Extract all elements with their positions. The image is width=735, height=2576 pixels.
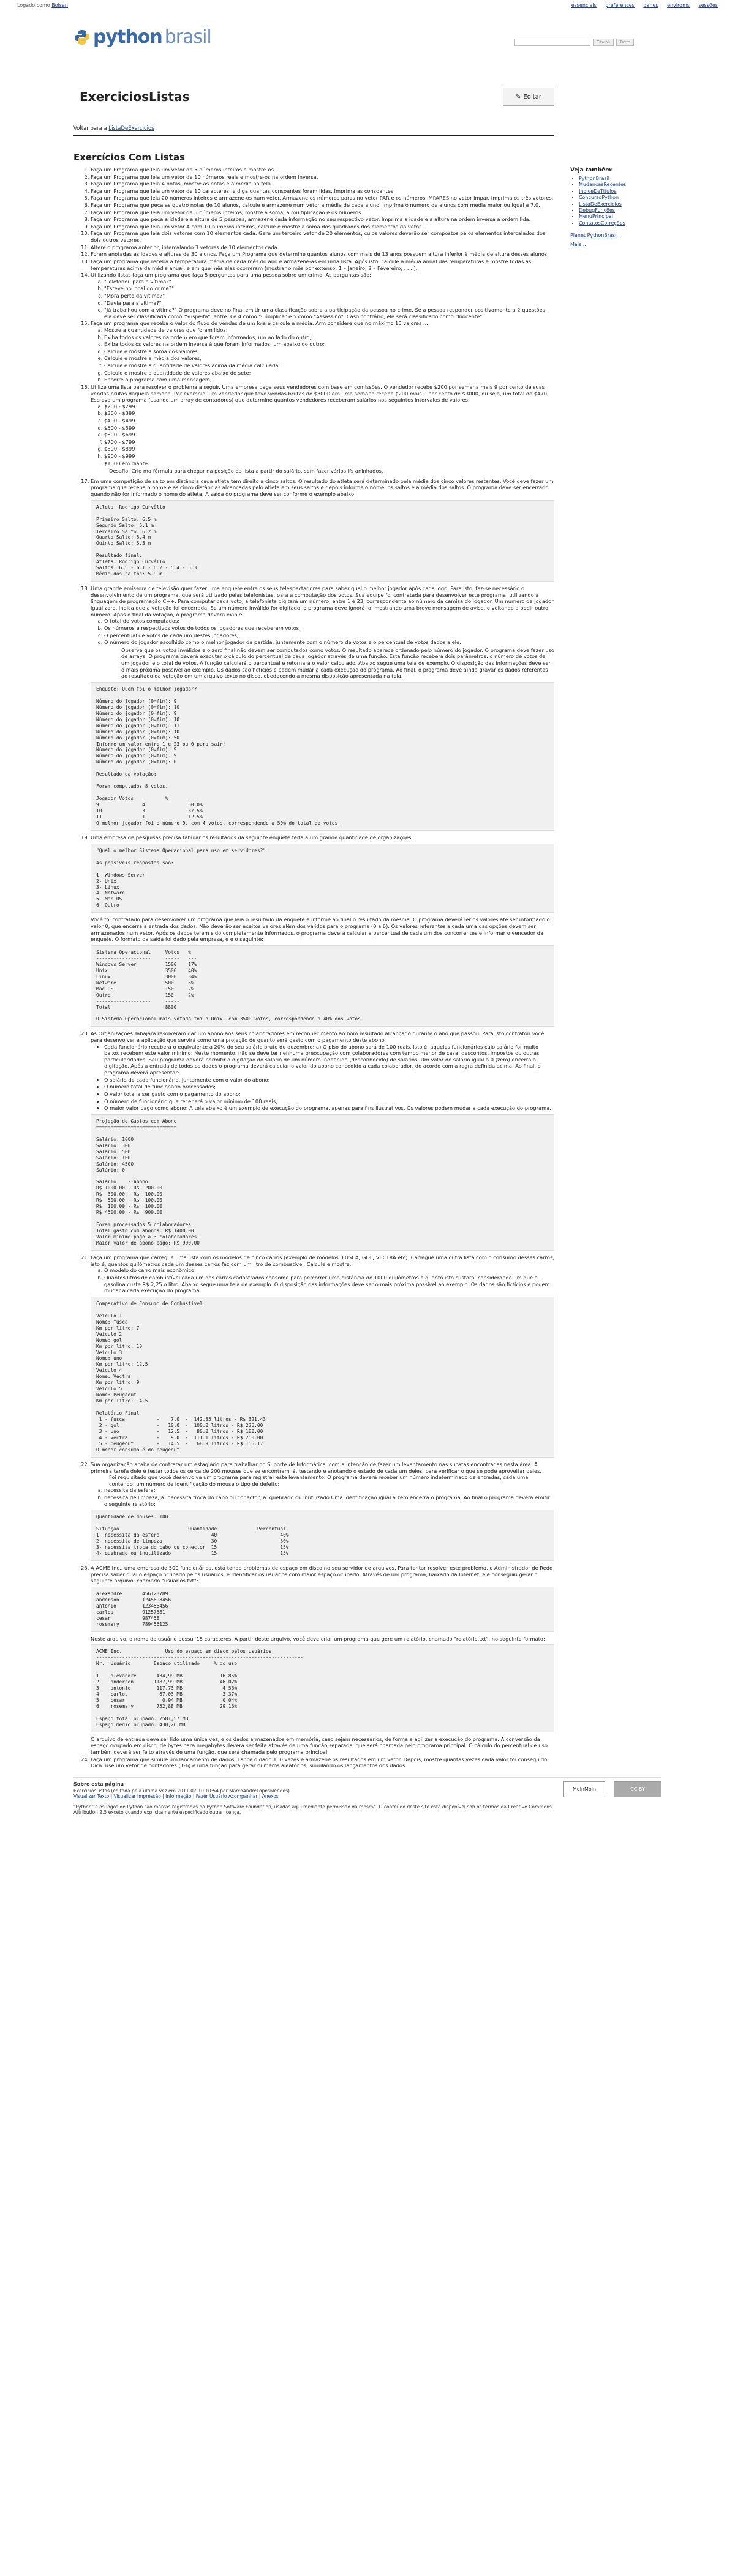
exercise-21: 21. Faça um programa que carregue uma lista com os modelos de cinco carros (exemplo de modelos: FUSCA, GOL, VECTRA etc). Carregue uma outra lista com o consumo desses carros, isto é, quantos quilômetros cada um desses carros faz com um litro de combustível. Calcule e mostre: a. O modelo do carro mais econômico; b. Quantos litros de combustível cada um dos carros cadastrados consome para percorrer uma distância de 1000 quilômetros e quanto isto custará, considerando um que a gasolina custe R$ 2,25 o litro. Abaixo segue uma tela de exemplo. O disposição das informações deve ser o mais próxima possível ao exemplo. Os dados são fictícios e podem mudar a cada execução do programa. Comparativo de Consumo de Combustível Veículo 1 Nome: fusca Km por litro: 7 Veículo 2 Nome: gol Km por litro: 10 Veículo 3 Nome: uno Km por litro: 12.5 Veículo 4 Nome: Vectra Km por litro: 9 Veículo 5 Nome: Peugeout Km por litro: 14.5 Relatório Final 1 - fusca - 7.0 - 142.85 litros - R$ 321.43 2 - gol - 10.0 - 100.0 litros - R$ 225.00 3 - uno - 12.5 - 80.0 litros - R$ 180.00 4 - vectra - 9.0 - 111.1 litros - R$ 250.00 5 - peugeout - 14.5 - 68.9 litros - R$ 155.17 O menor consumo é do peugeout. <box>91 1254 554 1458</box>
ex17-sample-output: Atleta: Rodrigo Curvêllo Primeiro Salto: 6.5 m Segundo Salto: 6.1 m Terceiro Salto: 6.2 m Quarto Salto: 5.4 m Quinto Salto: 5.3 m Resultado final: Atleta: Rodrigo Curvêllo Saltos: 6.5 - 6.1 - 6.2 - 5.4 - 5.3 Média dos saltos: 5.9 m <box>91 500 554 582</box>
ex16-item: h. $900 - $999 <box>104 453 554 460</box>
exercise-16: 16. Utilize uma lista para resolver o problema a seguir. Uma empresa paga seus vendedores com base em comissões. O vendedor recebe $200 por semana mais 9 por cento de suas vendas brutas daquela semana. Por exemplo, um vendedor que teve vendas brutas de $3000 em uma semana recebe $200 mais 9 por cento de $3000, ou seja, um total de $470. Escreva um programa (usando um array de contadores) que determine quantos vendedores receberam salários nos seguintes intervalos de valores: a. $200 - $299 b. $300 - $399 c. $400 - $499 d. $500 - $599 e. $600 - $699 f. $700 - $799 g. $800 - $899 h. $900 - $999 i. $1000 em diante Desafio: Crie ma fórmula para chegar na posição da lista a partir do salário, sem fazer vários ifs aninhados. <box>91 384 554 474</box>
footer-link-4[interactable]: Fazer Usuário Acompanhar <box>195 1793 258 1799</box>
edit-button[interactable]: ✎ Editar <box>503 88 554 106</box>
exercise-13: 13. Faça um programa que receba a temperatura média de cada mês do ano e armazene-as em uma lista. Após isto, calcule a média anual das temperaturas e mostre todas as temperaturas acima da média anual, e em que mês elas ocorreram (mostrar o mês por extenso: 1 – Janeiro, 2 – Fevereiro, . . . ). <box>91 258 554 271</box>
ex16-challenge: Desafio: Crie ma fórmula para chegar na posição da lista a partir do salário, sem fazer vários ifs aninhados. <box>109 468 383 474</box>
ex15-item: c. Exiba todos os valores na ordem inversa à que foram informados, um abaixo do outro; <box>104 341 554 348</box>
sidebar-title: Veja também: <box>570 167 614 173</box>
exercise-23: 23. A ACME Inc., uma empresa de 500 funcionários, está tendo problemas de espaço em disco no seu servidor de arquivos. Para tentar resolver este problema, o Administrador de Rede precisa saber qual o espaço ocupado pelos usuários, e identificar os usuários com maior espaço ocupado. Através de um programa, baixado da Internet, ele conseguiu gerar o seguinte arquivo, chamado "usuarios.txt": alexandre 456123789 anderson 1245698456 antonio 123456456 carlos 91257581 cesar 987458 rosemary 789456125 Neste arquivo, o nome do usuário possui 15 caracteres. A partir deste arquivo, você deve criar um programa que gere um relatório, chamado "relatório.txt", no seguinte formato: ACME Inc. Uso do espaço em disco pelos usuários ------------------------------------------------------------------------ Nr. Usuário Espaço utilizado % do uso 1 alexandre 434,99 MB 16,85% 2 anderson 1187,99 MB 46,02% 3 antonio 117,73 MB 4,56% 4 carlos 87,03 MB 3,37% 5 cesar 0,94 MB 0,04% 6 rosemary 752,88 MB 29,16% Espaço total ocupado: 2581,57 MB Espaço médio ocupado: 430,26 MB O arquivo de entrada deve ser lido uma única vez, e os dados armazenados em memória, caso sejam necessários, de forma a agilizar a execução do programa. A conversão da espaço ocupado em disco, de bytes para megabytes deverá ser feita através de uma função separada, que será chamada pelo programa principal. O cálculo do percentual de uso também deverá ser feito através de uma função, que será chamada pelo programa principal. <box>91 1565 554 1756</box>
sidebar-item <box>579 220 662 227</box>
ex16-item: c. $400 - $499 <box>104 417 554 424</box>
top-link-1[interactable]: essencials <box>571 2 597 8</box>
sidebar-item <box>579 176 662 182</box>
ex16-item: d. $500 - $599 <box>104 425 554 432</box>
ex22-sample-output: Quantidade de mouses: 100 Situação Quantidade Percentual 1- necessita da esfera 40 40% 2- necessita de limpeza 30 30% 3- necessita troca do cabo ou conector 15 15% 4- quebrado ou inutilizado 15 15% <box>91 1510 554 1561</box>
exercise-22: 22. Sua organização acaba de contratar um estagiário para trabalhar no Suporte de Informática, com a intenção de fazer um levantamento nas sucatas encontradas nesta área. A primeira tarefa dele é testar todos os cerca de 200 mouses que se encontram lá, testando e anotando o estado de cada um deles, para verificar o que se pode aproveitar deles. Foi requisitado que você desenvolva um programa para registrar este levantamento. O programa deverá receber um número indeterminado de entradas, cada uma contendo: um número de identificação do mouse o tipo de defeito: a. necessita da esfera; b. necessita de limpeza; a. necessita troca do cabo ou conector; a. quebrado ou inutilizado Uma identificação igual a zero encerra o programa. Ao final o programa deverá emitir o seguinte relatório: Quantidade de mouses: 100 Situação Quantidade Percentual 1- necessita da esfera 40 40% 2- necessita de limpeza 30 30% 3- necessita troca do cabo ou conector 15 15% 4- quebrado ou inutilizado 15 15% <box>91 1461 554 1561</box>
ex18-items <box>91 618 554 645</box>
sidebar-item <box>579 201 662 208</box>
ex16-item: g. $800 - $899 <box>104 446 554 452</box>
exercise-19: 19. Uma empresa de pesquisas precisa tabular os resultados da seguinte enquete feita a um grande quantidade de organizações: "Qual o melhor Sistema Operacional para uso em servidores?" As possíveis respostas são: 1- Windows Server 2- Unix 3- Linux 4- Netware 5- Mac OS 6- Outro Você foi contratado para desenvolver um programa que leia o resultado da enquete e informe ao final o resultado da mesma. O programa deverá ler os valores até ser informado o valor 0, que encerra a entrada dos dados. Não deverão ser aceitos valores além dos válidos para o programa (0 a 6). Os valores referentes a cada uma das opções devem ser armazenados num vetor. Após os dados terem sido completamente informados, o programa deverá calcular a percentual de cada um dos concorrentes e informar o vencedor da enquete. O formato da saída foi dado pela empresa, e é o seguinte: Sistema Operacional Votos % ------------------- ----- --- Windows Server 1500 17% Unix 3500 40% Linux 3000 34% Netware 500 5% Mac OS 150 2% Outro 150 2% ------------------- ----- Total 8800 O Sistema Operacional mais votado foi o Unix, com 3500 votos, correspondendo a 40% dos votos. <box>91 834 554 1027</box>
footer-link-2[interactable]: Visualizar Impressão <box>113 1793 161 1799</box>
ex18-item: d. O número do jogador escolhido como o melhor jogador da partida, juntamente com o número de votos e o percentual de votos dados a ele. <box>104 639 554 646</box>
footer-badges <box>564 1781 662 1797</box>
ex18-note: Observe que os votos inválidos e o zero final não devem ser computados como votos. O resultado aparece ordenado pelo número do jogador. O programa deve fazer uso de arrays. O programa deverá executar o cálculo do percentual de cada jogador através de uma função. Esta função receberá dois parâmetros: o número de votos de um jogador e o total de votos. A função calculará o percentual e retornará o valor calculado. Abaixo segue uma tela de exemplo. O disposição das informações deve ser o mais próxima possível ao exemplo. Os dados são fictícios e podem mudar a cada execução do programa. Ao final, o programa deve ainda gravar os dados referentes ao resultado da votação em um arquivo texto no disco, obedecendo a mesma disposição apresentada na tela. <box>121 646 554 680</box>
ex20-items <box>91 1044 554 1112</box>
ex14-item: d. "Devia para a vítima?" <box>104 300 554 307</box>
exercise-2: 2. Faça um Programa que leia um vetor de 10 números reais e mostre-os na ordem inversa. <box>91 174 554 181</box>
moinmoin-badge[interactable]: MoinMoin <box>564 1781 605 1797</box>
ex18-item: c. O percentual de votos de cada um destes jogadores; <box>104 632 554 639</box>
title-row <box>74 88 554 106</box>
ex14-questions <box>91 279 554 320</box>
exercise-1: 1. Faça um Programa que leia um vetor de 5 números inteiros e mostre-os. <box>91 167 554 173</box>
top-link-4[interactable]: enviroms <box>667 2 690 8</box>
planet-link[interactable]: Planet PythonBrasil <box>570 233 618 239</box>
sidebar-link-8[interactable]: ContatosCorreções <box>578 220 625 226</box>
site-header <box>0 10 735 52</box>
sidebar-link-7[interactable]: MenuPrincipal <box>578 214 614 220</box>
ex23-input-file: alexandre 456123789 anderson 1245698456 antonio 123456456 carlos 91257581 cesar 987458 rosemary 789456125 <box>91 1587 554 1632</box>
exercise-11: 11. Altere o programa anterior, intercalando 3 vetores de 10 elementos cada. <box>91 244 554 251</box>
top-bar <box>0 0 735 10</box>
sidebar-link-5[interactable]: ListaDeExercicios <box>578 201 622 207</box>
ex19-sample-output: Sistema Operacional Votos % ------------------- ----- --- Windows Server 1500 17% Unix 3500 40% Linux 3000 34% Netware 500 5% Mac OS 150 2% Outro 150 2% ------------------- ----- Total 8800 O Sistema Operacional mais votado foi o Unix, com 3500 votos, correspondendo a 40% dos votos. <box>91 945 554 1027</box>
planet-row <box>570 233 662 238</box>
sidebar-item <box>579 182 662 188</box>
page-title: ExerciciosListas <box>80 89 190 104</box>
sidebar-link-6[interactable]: DebugFunções <box>578 207 615 213</box>
ex20-item: • O salário de cada funcionário, juntamente com o valor do abono; <box>104 1077 554 1084</box>
ex20-item: • O número total de funcionário processados; <box>104 1084 554 1090</box>
exercise-24: 24. Faça um programa que simule um lançamento de dados. Lance o dado 100 vezes e armazene os resultados em um vetor. Depois, mostre quantas vezes cada valor foi conseguido. Dica: use um vetor de contadores (1-6) e uma função para gerar numeros aleatórios, simulando os lançamentos dos dados. <box>91 1756 554 1769</box>
ex15-items <box>91 327 554 383</box>
search-text-button[interactable]: Texto <box>616 39 634 46</box>
footer-edit-info: ExerciciosListas (editada pela última vez em 2011-07-10 10:54 por MarcoAndreLopesMendes) <box>74 1788 290 1794</box>
ex20-item: • Cada funcionário receberá o equivalente a 20% do seu salário bruto de dezembro; a) O piso do abono será de 100 reais, isto é, aqueles funcionários cujo salário for muito baixo, recebem este valor mínimo; Neste momento, não se deve ter nenhuma preocupação com colaboradores com tempo menor de casa, descontos, impostos ou outras particularidades. Seu programa deverá permitir a digitação do salário de um número indefinido (desconhecido) de salários. Um valor de salário igual a 0 (zero) encerra a digitação. Após a entrada de todos os dados o programa deverá calcular o valor do abono concedido a cada colaborador, de acordo com a regra definida acima. Ao final, o programa deverá apresentar: <box>104 1044 554 1076</box>
sidebar-item <box>579 214 662 220</box>
footer-about: Sobre esta página <box>74 1781 124 1787</box>
sidebar-link-4[interactable]: ConcursoPython <box>578 195 619 201</box>
footer-actions: Visualizar Texto | Visualizar Impressão | Informação | Fazer Usuário Acompanhar | Anexos <box>74 1793 279 1799</box>
sidebar-item <box>579 208 662 214</box>
site-logo[interactable] <box>74 26 211 48</box>
login-info: Logado como Bolsan <box>17 2 68 8</box>
ex23-report: ACME Inc. Uso do espaço em disco pelos usuários ------------------------------------------------------------------------ Nr. Usuário Espaço utilizado % do uso 1 alexandre 434,99 MB 16,85% 2 anderson 1187,99 MB 46,02% 3 antonio 117,73 MB 4,56% 4 carlos 87,03 MB 3,37% 5 cesar 0,94 MB 0,04% 6 rosemary 752,88 MB 29,16% Espaço total ocupado: 2581,57 MB Espaço médio ocupado: 430,26 MB <box>91 1644 554 1732</box>
ex16-item: f. $700 - $799 <box>104 439 554 446</box>
ex23-tail: O arquivo de entrada deve ser lido uma única vez, e os dados armazenados em memória, caso sejam necessários, de forma a agilizar a execução do programa. A conversão da espaço ocupado em disco, de bytes para megabytes deverá ser feita através de uma função separada, que será chamada pelo programa principal. O cálculo do percentual de uso também deverá ser feito através de uma função, que será chamada pelo programa principal. <box>91 1735 548 1756</box>
ex14-item: b. "Esteve no local do crime?" <box>104 285 554 292</box>
ex16-item: a. $200 - $299 <box>104 403 554 410</box>
sidebar-link-2[interactable]: MudancasRecentes <box>578 182 627 188</box>
ex20-item: • O maior valor pago como abono; A tela abaixo é um exemplo de execução do programa, apenas para fins ilustrativos. Os valores podem mudar a cada execução do programa. <box>104 1105 554 1112</box>
python-logo-icon <box>74 29 91 46</box>
exercise-7: 7. Faça um Programa que leia um vetor de 5 números inteiros, mostre a soma, a multiplicação e os números. <box>91 209 554 216</box>
ex21-item: b. Quantos litros de combustível cada um dos carros cadastrados consome para percorrer uma distância de 1000 quilômetros e quanto isto custará, considerando um que a gasolina custe R$ 2,25 o litro. Abaixo segue uma tela de exemplo. O disposição das informações deve ser o mais próxima possível ao exemplo. Os dados são fictícios e podem mudar a cada execução do programa. <box>104 1275 554 1294</box>
logo-word-python: python <box>93 26 162 48</box>
sidebar <box>570 52 662 1770</box>
ex14-item: a. "Telefonou para a vítima?" <box>104 279 554 285</box>
ex16-item: i. $1000 em diante <box>104 460 554 467</box>
ex16-ranges <box>91 403 554 466</box>
search-input[interactable] <box>514 39 590 46</box>
more-link[interactable]: Mais... <box>570 242 586 248</box>
logo-word-brasil: brasil <box>164 26 211 48</box>
ex14-item: e. "Já trabalhou com a vítima?" O programa deve no final emitir uma classificação sobre a participação da pessoa no crime. Se a pessoa responder positivamente a 2 questões ela deve ser classificada como "Suspeita", entre 3 e 4 como "Cúmplice" e 5 como "Assassino". Caso contrário, ele será classificado como "Inocente". <box>104 307 554 320</box>
search-box <box>514 39 634 46</box>
top-links <box>564 2 718 8</box>
exercise-20: 20. As Organizações Tabajara resolveram dar um abono aos seus colaboradores em reconhecimento ao bom resultado alcançado durante o ano que passou. Para isto contratou você para desenvolver a aplicação que servirá como uma projeção de quanto será gasto com o pagamento deste abono. • Cada funcionário receberá o equivalente a 20% do seu salário bruto de dezembro; a) O piso do abono será de 100 reais, isto é, aqueles funcionários cujo salário for muito baixo, recebem este valor mínimo; Neste momento, não se deve ter nenhuma preocupação com colaboradores com tempo menor de casa, descontos, impostos ou outras particularidades. Seu programa deverá permitir a digitação do salário de um número indefinido (desconhecido) de salários. Um valor de salário igual a 0 (zero) encerra a digitação. Após a entrada de todos os dados o programa deverá calcular o valor do abono concedido a cada colaborador, de acordo com a regra definida acima. Ao final, o programa deverá apresentar: • O salário de cada funcionário, juntamente com o valor do abono; • O número total de funcionário processados; • O valor total a ser gasto com o pagamento do abono; • O número de funcionário que receberá o valor mínimo de 100 reais; • O maior valor pago como abono; A tela abaixo é um exemplo de execução do programa, apenas para fins ilustrativos. Os valores podem mudar a cada execução do programa. Projeção de Gastos com Abono ============================ Salário: 1000 Salário: 300 Salário: 500 Salário: 100 Salário: 4500 Salário: 0 Salário - Abono R$ 1000.00 - R$ 200.00 R$ 300.00 - R$ 100.00 R$ 500.00 - R$ 100.00 R$ 100.00 - R$ 100.00 R$ 4500.00 - R$ 900.00 Foram processados 5 colaboradores Total gasto com abonos: R$ 1400.00 Valor mínimo pago a 3 colaboradores Maior valor de abono pago: R$ 900.00 <box>91 1030 554 1251</box>
content-wrap <box>0 52 735 1770</box>
main-content <box>74 52 554 1770</box>
ex19-note: Você foi contratado para desenvolver um programa que leia o resultado da enquete e informe ao final o resultado da mesma. O programa deverá ler os valores até ser informado o valor 0, que encerra a entrada dos dados. Não deverão ser aceitos valores além dos válidos para o programa (0 a 6). Os valores referentes a cada uma das opções devem ser armazenados num vetor. Após os dados terem sido completamente informados, o programa deverá calcular a percentual de cada um dos concorrentes e informar o vencedor da enquete. O formato da saída foi dado pela empresa, e é o seguinte: <box>91 916 550 943</box>
ex19-survey: "Qual o melhor Sistema Operacional para uso em servidores?" As possíveis respostas são: 1- Windows Server 2- Unix 3- Linux 4- Netware 5- Mac OS 6- Outro <box>91 844 554 913</box>
ex15-item: h. Encerre o programa com uma mensagem; <box>104 376 554 383</box>
ex22-item: a. necessita da esfera; <box>104 1487 554 1494</box>
ex21-items <box>91 1267 554 1294</box>
top-link-3[interactable]: danes <box>643 2 658 8</box>
exercise-14: 14. Utilizando listas faça um programa que faça 5 perguntas para uma pessoa sobre um crime. As perguntas são: a. "Telefonou para a vítima?" b. "Esteve no local do crime?" c. "Mora perto da vítima?" d. "Devia para a vítima?" e. "Já trabalhou com a vítima?" O programa deve no final emitir uma classificação sobre a participação da pessoa no crime. Se a pessoa responder positivamente a 2 questões ela deve ser classificada como "Suspeita", entre 3 e 4 como "Cúmplice" e 5 como "Assassino". Caso contrário, ele será classificado como "Inocente". <box>91 272 554 320</box>
pencil-icon: ✎ <box>515 93 521 100</box>
exercise-3: 3. Faça um Programa que leia 4 notas, mostre as notas e a média na tela. <box>91 181 554 187</box>
ex15-item: e. Calcule e mostre a média dos valores; <box>104 355 554 362</box>
ex22-note: Foi requisitado que você desenvolva um programa para registrar este levantamento. O programa deverá receber um número indeterminado de entradas, cada uma contendo: um número de identificação do mouse o tipo de defeito: <box>109 1474 529 1487</box>
exercise-4: 4. Faça um Programa que leia um vetor de 10 caracteres, e diga quantas consoantes foram lidas. Imprima as consoantes. <box>91 188 554 195</box>
sidebar-item <box>579 189 662 195</box>
back-link-row: Voltar para a ListaDeExercicios <box>74 125 154 132</box>
section-heading: Exercícios Com Listas <box>74 152 186 163</box>
ex15-item: d. Calcule e mostre a soma dos valores; <box>104 348 554 355</box>
ex20-item: • O valor total a ser gasto com o pagamento do abono; <box>104 1091 554 1098</box>
exercise-12: 12. Foram anotadas as idades e alturas de 30 alunos. Faça um Programa que determine quantos alunos com mais de 13 anos possuem altura inferior à média de altura desses alunos. <box>91 251 554 258</box>
user-link[interactable]: Bolsan <box>51 2 68 8</box>
ex15-item: g. Calcule e mostre a quantidade de valores abaixo de sete; <box>104 370 554 376</box>
ex18-item: a. O total de votos computados; <box>104 618 554 624</box>
ex20-sample-output: Projeção de Gastos com Abono ============================ Salário: 1000 Salário: 300 Salário: 500 Salário: 100 Salário: 4500 Salário: 0 Salário - Abono R$ 1000.00 - R$ 200.00 R$ 300.00 - R$ 100.00 R$ 500.00 - R$ 100.00 R$ 100.00 - R$ 100.00 R$ 4500.00 - R$ 900.00 Foram processados 5 colaboradores Total gasto com abonos: R$ 1400.00 Valor mínimo pago a 3 colaboradores Maior valor de abono pago: R$ 900.00 <box>91 1114 554 1251</box>
exercise-list <box>74 167 554 1769</box>
ex20-item: • O número de funcionário que receberá o valor mínimo de 100 reais; <box>104 1098 554 1105</box>
sidebar-link-3[interactable]: IndiceDeTitulos <box>578 188 617 194</box>
more-row <box>570 242 662 247</box>
exercise-5: 5. Faça um Programa que leia 20 números inteiros e armazene-os num vetor. Armazene os números pares no vetor PAR e os números IMPARES no vetor impar. Imprima os três vetores. <box>91 195 554 201</box>
footer-link-3[interactable]: Informação <box>165 1793 192 1799</box>
exercise-6: 6. Faça um Programa que peça as quatro notas de 10 alunos, calcule e armazene num vetor a média de cada aluno, imprima o número de alunos com média maior ou igual a 7.0. <box>91 202 554 209</box>
ex14-item: c. "Mora perto da vítima?" <box>104 293 554 299</box>
footer-link-5[interactable]: Anexos <box>262 1793 279 1799</box>
ex21-sample-output: Comparativo de Consumo de Combustível Veículo 1 Nome: fusca Km por litro: 7 Veículo 2 Nome: gol Km por litro: 10 Veículo 3 Nome: uno Km por litro: 12.5 Veículo 4 Nome: Vectra Km por litro: 9 Veículo 5 Nome: Peugeout Km por litro: 14.5 Relatório Final 1 - fusca - 7.0 - 142.85 litros - R$ 321.43 2 - gol - 10.0 - 100.0 litros - R$ 225.00 3 - uno - 12.5 - 80.0 litros - R$ 180.00 4 - vectra - 9.0 - 111.1 litros - R$ 250.00 5 - peugeout - 14.5 - 68.9 litros - R$ 155.17 O menor consumo é do peugeout. <box>91 1297 554 1458</box>
ex23-note: Neste arquivo, o nome do usuário possui 15 caracteres. A partir deste arquivo, você deve criar um programa que gere um relatório, chamado "relatório.txt", no seguinte formato: <box>91 1635 545 1642</box>
top-link-5[interactable]: sessões <box>698 2 718 8</box>
exercise-18: 18. Uma grande emissora de televisão quer fazer uma enquete entre os seus telespectadores para saber qual o melhor jogador após cada jogo. Para isto, faz-se necessário o desenvolvimento de um programa, que será utilizado pelas telefonistas, para a computação dos votos. Sua equipe foi contratada para desenvolver este programa, utilizando a linguagem de programação C++. Para computar cada voto, a telefonista digitará um número, entre 1 e 23, correspondente ao número da camisa do jogador. Um número de jogador igual zero, indica que a votação foi encerrada. Se um número inválido for digitado, o programa deve ignorá-lo, mostrando uma breve mensagem de aviso, e voltando a pedir outro número. Após o final da votação, o programa deverá exibir: a. O total de votos computados; b. Os números e respectivos votos de todos os jogadores que receberam votos; c. O percentual de votos de cada um destes jogadores; d. O número do jogador escolhido como o melhor jogador da partida, juntamente com o número de votos e o percentual de votos dados a ele. Observe que os votos inválidos e o zero final não devem ser computados como votos. O resultado aparece ordenado pelo número do jogador. O programa deve fazer uso de arrays. O programa deverá executar o cálculo do percentual de cada jogador através de uma função. Esta função receberá dois parâmetros: o número de votos de um jogador e o total de votos. A função calculará o percentual e retornará o valor calculado. Abaixo segue uma tela de exemplo. O disposição das informações deve ser o mais próxima possível ao exemplo. Os dados são fictícios e podem mudar a cada execução do programa. Ao final, o programa deve ainda gravar os dados referentes ao resultado da votação em um arquivo texto no disco, obedecendo a mesma disposição apresentada na tela. Enquete: Quem foi o melhor jogador? Número do jogador (0=fim): 9 Número do jogador (0=fim): 10 Número do jogador (0=fim): 9 Número do jogador (0=fim): 10 Número do jogador (0=fim): 11 Número do jogador (0=fim): 10 Número do jogador (0=fim): 50 Informe um valor entre 1 e 23 ou 0 para sair! Número do jogador (0=fim): 9 Número do jogador (0=fim): 9 Número do jogador (0=fim): 0 Resultado da votação: Foram computados 8 votos. Jogador Votos % 9 4 50,0% 10 3 37,5% 11 1 12,5% O melhor jogador foi o número 9, com 4 votos, correspondendo a 50% do total de votos. <box>91 585 554 831</box>
ex15-item: a. Mostre a quantidade de valores que foram lidos; <box>104 327 554 334</box>
footer-link-1[interactable]: Visualizar Texto <box>74 1793 110 1799</box>
sidebar-item <box>579 195 662 201</box>
footer-license: "Python" e os logos de Python são marcas registradas da Python Software Foundation, usadas aqui mediante permissão da mesma. O conteúdo deste site está disponível sob os termos da Creative Commons Attribution 2.5 exceto quando explicitamente especificado outra licença. <box>74 1803 552 1815</box>
exercise-8: 8. Faça um Programa que peça a idade e a altura de 5 pessoas, armazene cada informação no seu respectivo vetor. Imprima a idade e a altura na ordem inversa a ordem lida. <box>91 216 554 223</box>
page-footer <box>74 1777 662 1857</box>
ex22-item: b. necessita de limpeza; a. necessita troca do cabo ou conector; a. quebrado ou inutilizado Uma identificação igual a zero encerra o programa. Ao final o programa deverá emitir o seguinte relatório: <box>104 1494 554 1507</box>
ex18-item: b. Os números e respectivos votos de todos os jogadores que receberam votos; <box>104 625 554 632</box>
ex18-sample-output: Enquete: Quem foi o melhor jogador? Número do jogador (0=fim): 9 Número do jogador (0=fim): 10 Número do jogador (0=fim): 9 Número do jogador (0=fim): 10 Número do jogador (0=fim): 11 Número do jogador (0=fim): 10 Número do jogador (0=fim): 50 Informe um valor entre 1 e 23 ou 0 para sair! Número do jogador (0=fim): 9 Número do jogador (0=fim): 9 Número do jogador (0=fim): 0 Resultado da votação: Foram computados 8 votos. Jogador Votos % 9 4 50,0% 10 3 37,5% 11 1 12,5% O melhor jogador foi o número 9, com 4 votos, correspondendo a 50% do total de votos. <box>91 682 554 831</box>
sidebar-link-1[interactable]: PythonBrasil <box>578 176 609 181</box>
ex15-item: b. Exiba todos os valores na ordem em que foram informados, um ao lado do outro; <box>104 334 554 341</box>
sidebar-links <box>570 176 662 227</box>
ex22-items <box>91 1487 554 1507</box>
ex16-item: b. $300 - $399 <box>104 410 554 417</box>
top-link-2[interactable]: preferences <box>605 2 635 8</box>
exercise-9: 9. Faça um Programa que leia um vetor A com 10 números inteiros, calcule e mostre a soma dos quadrados dos elementos do vetor. <box>91 223 554 230</box>
back-link[interactable]: ListaDeExercicios <box>108 125 154 132</box>
cc-license-badge[interactable]: CC BY <box>614 1781 662 1797</box>
search-titles-button[interactable]: Títulos <box>593 39 614 46</box>
divider <box>74 135 554 136</box>
ex16-item: e. $600 - $699 <box>104 432 554 438</box>
exercise-10: 10. Faça um Programa que leia dois vetores com 10 elementos cada. Gere um terceiro vetor de 20 elementos, cujos valores deverão ser compostos pelos elementos intercalados dos dois outros vetores. <box>91 230 554 243</box>
ex15-item: f. Calcule e mostre a quantidade de valores acima da média calculada; <box>104 362 554 369</box>
exercise-15: 15. Faça um programa que receba o valor do fluxo de vendas de um loja e calcule a média. Arm considere que no máximo 10 valores ... a. Mostre a quantidade de valores que foram lidos; b. Exiba todos os valores na ordem em que foram informados, um ao lado do outro; c. Exiba todos os valores na ordem inversa à que foram informados, um abaixo do outro; d. Calcule e mostre a soma dos valores; e. Calcule e mostre a média dos valores; f. Calcule e mostre a quantidade de valores acima da média calculada; g. Calcule e mostre a quantidade de valores abaixo de sete; h. Encerre o programa com uma mensagem; <box>91 320 554 383</box>
exercise-17: 17. Em uma competição de salto em distância cada atleta tem direito a cinco saltos. O resultado do atleta será determinado pela média dos cinco valores restantes. Você deve fazer um programa que receba o nome e as cinco distâncias alcançadas pelo atleta em seus saltos e depois informe o nome, os saltos e a média dos saltos. O programa deve ser encerrado quando não for informado o nome do atleta. A saída do programa deve ser conforme o exemplo abaixo: Atleta: Rodrigo Curvêllo Primeiro Salto: 6.5 m Segundo Salto: 6.1 m Terceiro Salto: 6.2 m Quarto Salto: 5.4 m Quinto Salto: 5.3 m Resultado final: Atleta: Rodrigo Curvêllo Saltos: 6.5 - 6.1 - 6.2 - 5.4 - 5.3 Média dos saltos: 5.9 m <box>91 478 554 582</box>
ex21-item: a. O modelo do carro mais econômico; <box>104 1267 554 1274</box>
